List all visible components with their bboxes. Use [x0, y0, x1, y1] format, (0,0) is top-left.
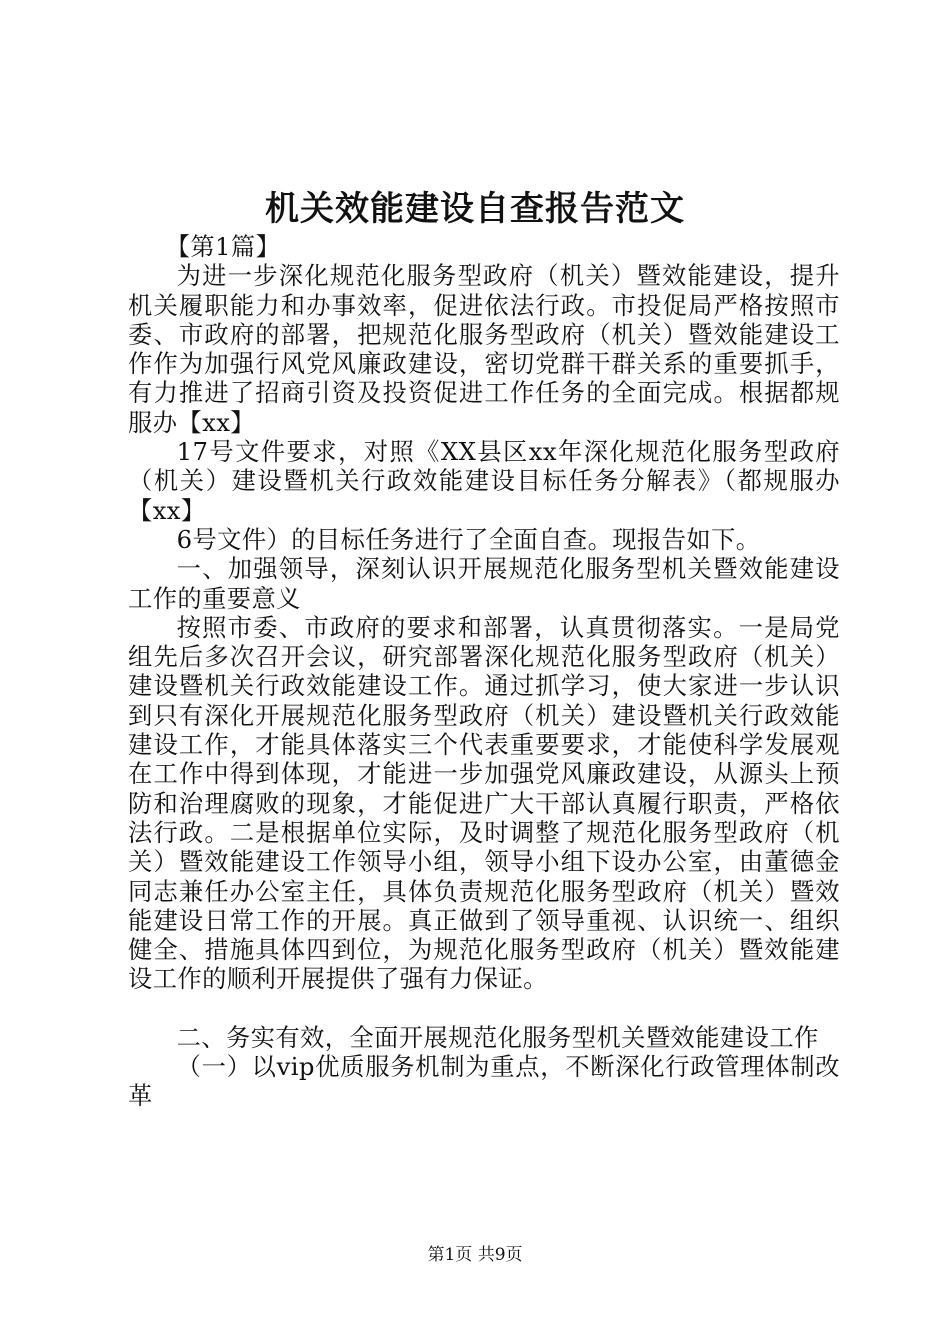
- paragraph-file-reference: 17号文件要求，对照《XX县区xx年深化规范化服务型政府（机关）建设暨机关行政效能建设目标任务分解表》（都规服办【xx】: [128, 437, 840, 525]
- heading-section-one: 一、加强领导，深刻认识开展规范化服务型机关暨效能建设工作的重要意义: [128, 554, 840, 613]
- page-number-footer: 第1页 共9页: [427, 1245, 523, 1265]
- document-body: [128, 232, 840, 1111]
- heading-section-two: 二、务实有效，全面开展规范化服务型机关暨效能建设工作: [176, 1022, 819, 1052]
- heading-subsection-one: （一）以vip优质服务机制为重点，不断深化行政管理体制改革: [128, 1052, 840, 1111]
- paragraph-section-one-body: 按照市委、市政府的要求和部署，认真贯彻落实。一是局党组先后多次召开会议，研究部署深化规范化服务型政府（机关）建设暨机关行政效能建设工作。通过抓学习，使大家进一步认识到只有深化开展规范化服务型政府（机关）建设暨机关行政效能建设工作，才能具体落实三个代表重要要求，才能使科学发展观在工作中得到体现，才能进一步加强党风廉政建设，从源头上预防和治理腐败的现象，才能促进广大干部认真履行职责，严格依法行政。二是根据单位实际，及时调整了规范化服务型政府（机关）暨效能建设工作领导小组，领导小组下设办公室，由董德金同志兼任办公室主任，具体负责规范化服务型政府（机关）暨效能建设日常工作的开展。真正做到了领导重视、认识统一、组织健全、措施具体四到位，为规范化服务型政府（机关）暨效能建设工作的顺利开展提供了强有力保证。: [128, 612, 840, 994]
- paragraph-file-reference-end: 6号文件）的目标任务进行了全面自查。现报告如下。: [176, 524, 761, 554]
- document-title: 机关效能建设自查报告范文: [265, 189, 685, 229]
- paragraph-intro: 为进一步深化规范化服务型政府（机关）暨效能建设，提升机关履职能力和办事效率，促进依法行政。市投促局严格按照市委、市政府的部署，把规范化服务型政府（机关）暨效能建设工作作为加强行风党风廉政建设，密切党群干群关系的重要抓手，有力推进了招商引资及投资促进工作任务的全面完成。根据都规服办【xx】: [128, 261, 840, 437]
- paragraph-section-marker: 【第1篇】: [165, 232, 281, 261]
